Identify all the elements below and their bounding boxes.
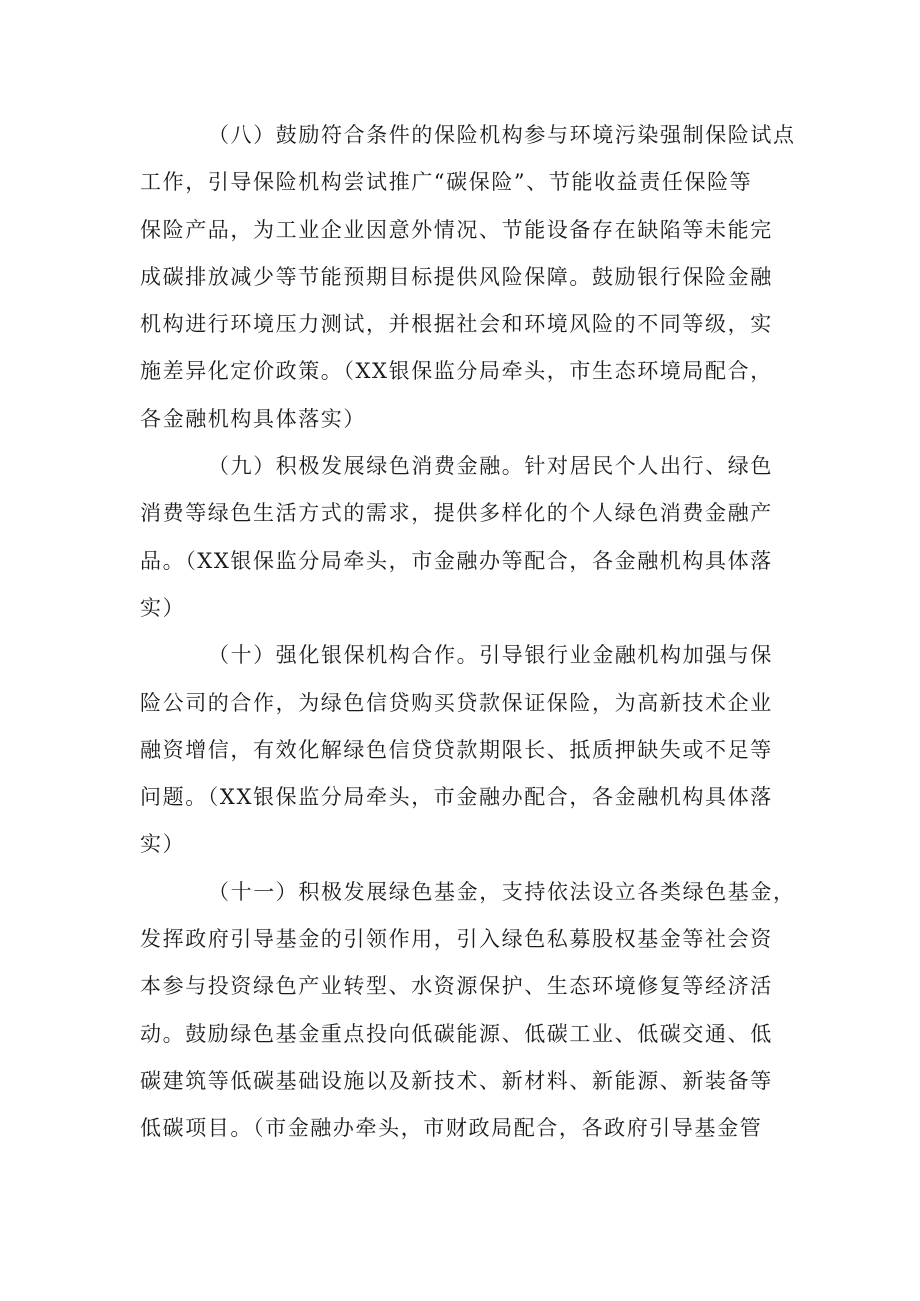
- text-line: （八）鼓励符合条件的保险机构参与环境污染强制保险试点: [208, 123, 796, 147]
- text-line: （九）积极发展绿色消费金融。针对居民个人出行、绿色: [208, 454, 773, 479]
- text-line: 成碳排放减少等节能预期目标提供风险保障。鼓励银行保险金融: [140, 264, 773, 289]
- text-line: 动。鼓励绿色基金重点投向低碳能源、低碳工业、低碳交通、低: [140, 1021, 773, 1046]
- text-line: 问题。（XX银保监分局牵头，市金融办配合，各金融机构具体落: [140, 785, 773, 810]
- text-line: 消费等绿色生活方式的需求，提供多样化的个人绿色消费金融产: [140, 501, 773, 526]
- text-line: 碳建筑等低碳基础设施以及新技术、新材料、新能源、新装备等: [140, 1068, 773, 1093]
- text-line: 各金融机构具体落实）: [140, 406, 366, 431]
- paragraph-9: [140, 443, 788, 632]
- text-line: 发挥政府引导基金的引领作用，引入绿色私募股权基金等社会资: [140, 927, 773, 952]
- text-line: 融资增信，有效化解绿色信贷贷款期限长、抵质押缺失或不足等: [140, 737, 773, 762]
- text-line: 本参与投资绿色产业转型、水资源保护、生态环境修复等经济活: [140, 974, 773, 999]
- text-line: （十）强化银保机构合作。引导银行业金融机构加强与保: [208, 643, 773, 668]
- paragraph-10: [140, 632, 788, 868]
- text-line: 工作，引导保险机构尝试推广“碳保险”、节能收益责任保险等: [140, 170, 753, 195]
- text-line: 实）: [140, 832, 186, 857]
- text-line: 保险产品，为工业企业因意外情况、节能设备存在缺陷等未能完: [140, 217, 773, 242]
- text-line: 机构进行环境压力测试，并根据社会和环境风险的不同等级，实: [140, 312, 773, 337]
- text-line: 险公司的合作，为绿色信贷购买贷款保证保险，为高新技术企业: [140, 690, 773, 715]
- paragraph-8: [140, 112, 796, 443]
- document-body: [140, 112, 796, 1153]
- text-line: （十一）积极发展绿色基金，支持依法设立各类绿色基金，: [208, 879, 796, 904]
- paragraph-11: [140, 869, 796, 1153]
- text-line: 低碳项目。（市金融办牵头，市财政局配合，各政府引导基金管: [140, 1116, 763, 1141]
- text-line: 品。（XX银保监分局牵头，市金融办等配合，各金融机构具体落: [140, 548, 773, 573]
- text-line: 实）: [140, 595, 186, 620]
- text-line: 施差异化定价政策。（XX银保监分局牵头，市生态环境局配合，: [140, 359, 773, 384]
